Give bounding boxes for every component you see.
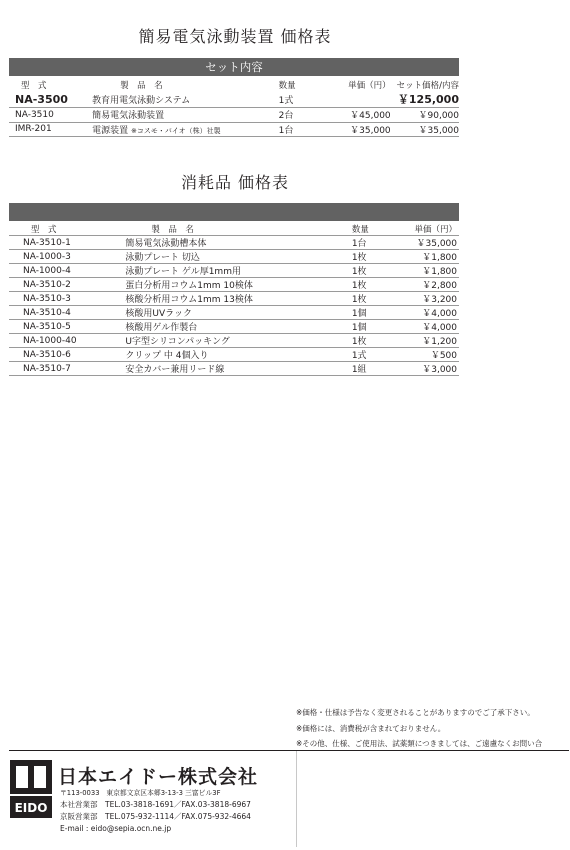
tokyo-office: 本社営業部 TEL.03-3818-1691／FAX.03-3818-6967	[60, 800, 251, 809]
email: E-mail : eido@sepia.ocn.ne.jp	[60, 824, 172, 833]
osaka-office: 京阪営業部 TEL.075-932-1114／FAX.075-932-4664	[60, 812, 251, 821]
header-code: 型 式	[9, 223, 125, 236]
row-name: 核酸分析用コウム1mm 13検体	[125, 292, 351, 306]
row-unit: ￥1,800	[404, 250, 459, 264]
set-price-title: 簡易電気泳動装置 価格表	[138, 27, 332, 46]
note-line: ※価格・仕様は予告なく変更されることがありますのでご了承下さい。	[296, 708, 535, 717]
row-name-note: ※コスモ・バイオ（株）社製	[131, 126, 221, 135]
row-qty: 1台	[279, 122, 322, 137]
row-total: ￥125,000	[391, 91, 459, 108]
footer-separator	[296, 751, 297, 847]
consumables-table	[9, 223, 459, 376]
row-code: NA-3510	[9, 108, 92, 123]
table-row	[9, 108, 459, 123]
table-row	[9, 250, 459, 264]
table-row	[9, 278, 459, 292]
row-unit: ￥1,800	[404, 264, 459, 278]
table-row	[9, 122, 459, 137]
row-unit: ￥2,800	[404, 278, 459, 292]
table-row	[9, 348, 459, 362]
row-name: 核酸用ゲル作製台	[125, 320, 351, 334]
eido-logo	[10, 760, 52, 818]
row-code: NA-3510-7	[9, 362, 125, 376]
header-qty: 数量	[352, 223, 404, 236]
row-unit: ￥3,200	[404, 292, 459, 306]
row-code: NA-1000-3	[9, 250, 125, 264]
header-total: セット価格/内容	[396, 80, 459, 91]
row-code: NA-3510-5	[9, 320, 125, 334]
row-qty: 1台	[352, 236, 404, 250]
logo-text: EIDO	[14, 801, 48, 815]
set-price-table	[9, 78, 459, 137]
row-name-text: 電源装置	[92, 125, 129, 136]
postal-address: 〒113-0033 東京都文京区本郷3-13-3 三富ビル3F	[60, 789, 221, 797]
footer-divider	[9, 750, 569, 751]
row-qty: 1式	[352, 348, 404, 362]
row-unit: ￥3,000	[404, 362, 459, 376]
header-name: 製 品 名	[125, 223, 351, 236]
note-line: ※価格には、消費税が含まれておりません。	[296, 723, 446, 733]
table-row	[9, 91, 459, 108]
row-name: 簡易電気泳動槽本体	[125, 236, 351, 250]
table-row	[9, 236, 459, 250]
row-code: NA-3510-6	[9, 348, 125, 362]
consumables-price-title: 消耗品 価格表	[180, 173, 290, 192]
row-unit	[321, 91, 390, 108]
row-name: 教育用電気泳動システム	[92, 91, 279, 108]
set-table-header	[9, 78, 459, 91]
company-name: 日本エイドー株式会社	[58, 766, 259, 788]
row-qty: 1組	[352, 362, 404, 376]
row-qty: 1枚	[352, 334, 404, 348]
header-name: 製 品 名	[120, 80, 163, 91]
table-row	[9, 362, 459, 376]
row-code: NA-3510-3	[9, 292, 125, 306]
row-unit: ￥4,000	[404, 320, 459, 334]
header-qty: 数量	[278, 80, 296, 91]
row-qty: 1枚	[352, 292, 404, 306]
row-name: 簡易電気泳動装置	[92, 108, 279, 123]
row-qty: 1個	[352, 306, 404, 320]
header-unit: 単価（円）	[348, 80, 391, 91]
row-code: NA-3510-2	[9, 278, 125, 292]
row-code: NA-1000-4	[9, 264, 125, 278]
row-qty: 1枚	[352, 264, 404, 278]
set-contents-bar: セット内容	[9, 58, 459, 76]
row-code: NA-3500	[9, 91, 92, 108]
row-name: U字型シリコンパッキング	[125, 334, 351, 348]
row-code: NA-3510-1	[9, 236, 125, 250]
company-address-block	[60, 787, 251, 835]
row-unit: ￥35,000	[404, 236, 459, 250]
row-qty: 1式	[279, 91, 322, 108]
table-row	[9, 334, 459, 348]
row-name: 泳動プレート 切込	[125, 250, 351, 264]
row-unit: ￥500	[404, 348, 459, 362]
row-qty: 1枚	[352, 278, 404, 292]
table-row	[9, 292, 459, 306]
row-name	[92, 122, 279, 137]
row-name: クリップ 中 4個入り	[125, 348, 351, 362]
row-name: 蛋白分析用コウム1mm 10検体	[125, 278, 351, 292]
row-code: NA-1000-40	[9, 334, 125, 348]
row-unit: ￥35,000	[321, 122, 390, 137]
consumables-table-header	[9, 223, 459, 236]
row-qty: 1個	[352, 320, 404, 334]
row-unit: ￥4,000	[404, 306, 459, 320]
row-total: ￥35,000	[391, 122, 459, 137]
row-name: 安全カバー兼用リード線	[125, 362, 351, 376]
notes	[296, 705, 542, 752]
table-row	[9, 264, 459, 278]
consumables-bar	[9, 203, 459, 221]
row-unit: ￥1,200	[404, 334, 459, 348]
row-qty: 1枚	[352, 250, 404, 264]
row-total: ￥90,000	[391, 108, 459, 123]
table-row	[9, 320, 459, 334]
row-name: 泳動プレート ゲル厚1mm用	[125, 264, 351, 278]
row-unit: ￥45,000	[321, 108, 390, 123]
header-unit: 単価（円）	[404, 223, 459, 236]
row-code: NA-3510-4	[9, 306, 125, 320]
row-code: IMR-201	[9, 122, 92, 137]
note-line: ※その他、仕様、ご使用法、試薬類につきましては、ご遠慮なくお問い合	[296, 739, 543, 748]
header-code: 型 式	[21, 80, 47, 91]
row-name: 核酸用UVラック	[125, 306, 351, 320]
table-row	[9, 306, 459, 320]
row-qty: 2台	[279, 108, 322, 123]
